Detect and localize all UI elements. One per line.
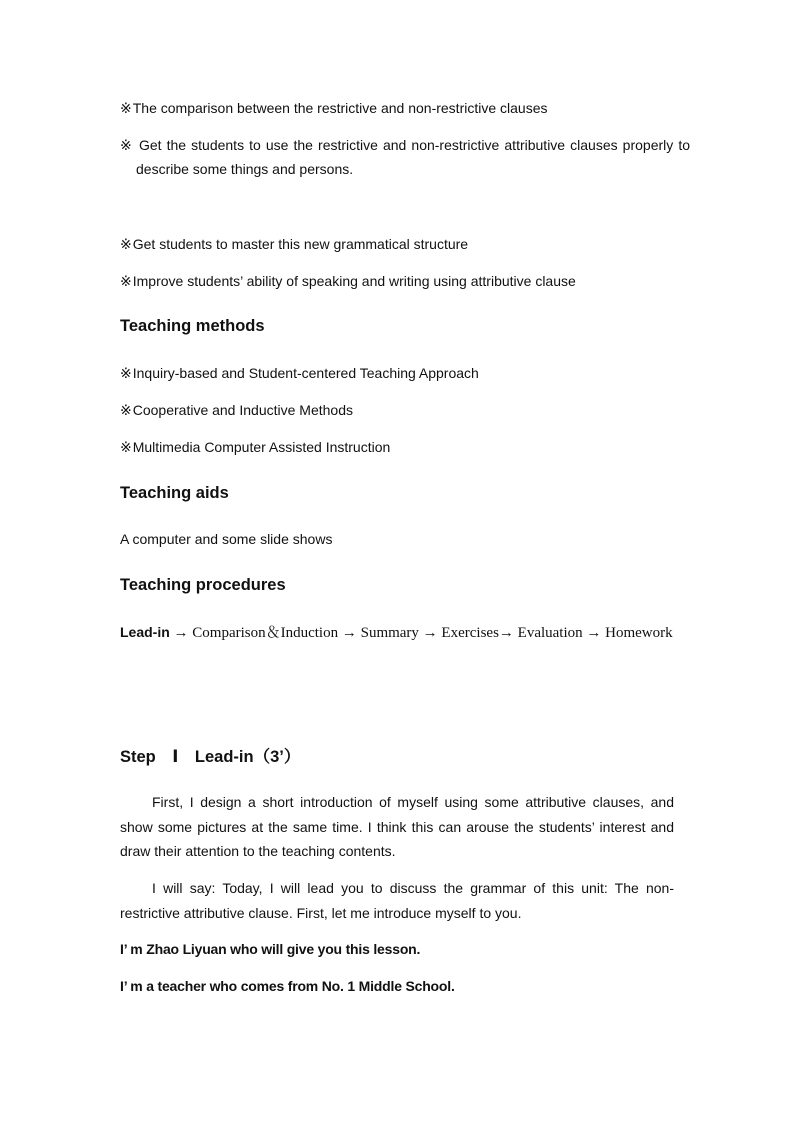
objective-text-3: Get students to master this new grammatical structure xyxy=(132,236,469,252)
method-item-2 xyxy=(120,398,674,422)
procedure-steps: → Comparison＆Induction → Summary → Exercises→ Evaluation → Homework xyxy=(169,625,673,641)
objective-text-4: Improve students’ ability of speaking and writing using attributive clause xyxy=(132,273,576,289)
objective-text-2: Get the students to use the restrictive and non-restrictive attributive clauses properly to describe some things and persons. xyxy=(136,137,691,177)
objective-text-1: The comparison between the restrictive and non-restrictive clauses xyxy=(132,100,548,116)
objective-bullet-3 xyxy=(120,232,674,256)
teaching-aids-text: A computer and some slide shows xyxy=(120,531,333,547)
procedure-lead-in: Lead-in xyxy=(120,624,170,640)
reference-mark: ※ xyxy=(120,100,132,116)
example-sentence-1: I’ m Zhao Liyuan who will give you this lesson. xyxy=(120,941,421,957)
objective-bullet-1 xyxy=(120,96,674,120)
example-sentence-2: I’ m a teacher who comes from No. 1 Middle School. xyxy=(120,978,455,994)
heading-step-1: Step Ⅰ Lead-in（3’） xyxy=(120,748,301,766)
step1-paragraph-1: First, I design a short introduction of myself using some attributive clauses, and show some pictures at the same time. I think this can arouse the students’ interest and draw their attention to the teaching contents. xyxy=(120,794,674,859)
step1-paragraph-2: I will say: Today, I will lead you to discuss the grammar of this unit: The non-restrictive attributive clause. First, let me introduce myself to you. xyxy=(120,880,674,921)
reference-mark: ※ xyxy=(120,365,132,381)
heading-teaching-procedures: Teaching procedures xyxy=(120,576,286,594)
method-item-3 xyxy=(120,435,674,459)
reference-mark: ※ xyxy=(120,236,132,252)
reference-mark: ※ xyxy=(120,402,132,418)
objective-bullet-4 xyxy=(120,269,674,293)
method-text-2: Cooperative and Inductive Methods xyxy=(132,402,353,418)
procedures-sequence xyxy=(120,620,680,645)
method-text-3: Multimedia Computer Assisted Instruction xyxy=(132,439,391,455)
method-item-1 xyxy=(120,361,674,385)
method-text-1: Inquiry-based and Student-centered Teaching Approach xyxy=(132,365,479,381)
heading-teaching-aids: Teaching aids xyxy=(120,484,229,502)
reference-mark: ※ xyxy=(120,273,132,289)
objective-bullet-2 xyxy=(120,133,690,181)
heading-teaching-methods: Teaching methods xyxy=(120,317,265,335)
reference-mark: ※ xyxy=(120,137,133,153)
reference-mark: ※ xyxy=(120,439,132,455)
